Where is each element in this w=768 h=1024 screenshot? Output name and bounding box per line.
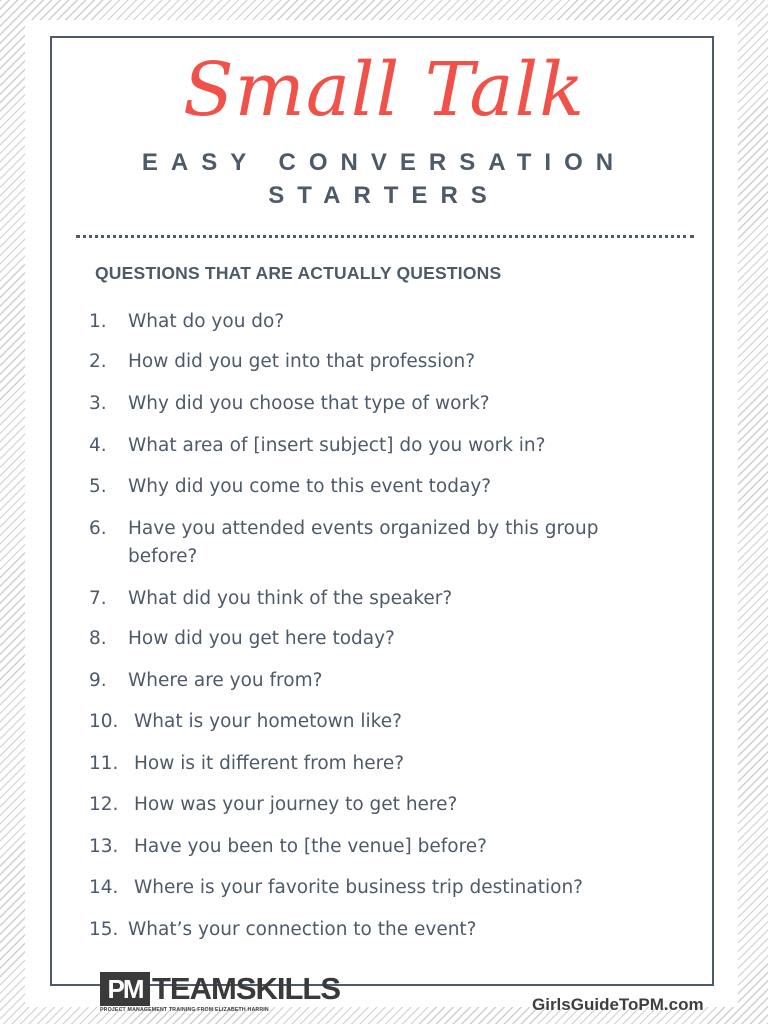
question-text: What is your hometown like? <box>134 711 402 732</box>
question-text: Where are you from? <box>128 670 323 691</box>
website-link[interactable]: GirlsGuideToPM.com <box>532 995 704 1014</box>
page-title: Small Talk <box>182 47 586 133</box>
question-text: How did you get here today? <box>128 628 395 649</box>
section-heading: QUESTIONS THAT ARE ACTUALLY QUESTIONS <box>95 263 502 283</box>
question-number: 13. <box>89 836 119 857</box>
question-text: Where is your favorite business trip destination? <box>134 877 583 898</box>
question-text: How did you get into that profession? <box>128 351 476 372</box>
teamskills-logo <box>100 970 341 1014</box>
question-number: 15. <box>89 919 119 940</box>
question-text: What’s your connection to the event? <box>128 919 477 940</box>
question-text: Why did you choose that type of work? <box>128 393 490 414</box>
logo-tagline: PROJECT MANAGEMENT TRAINING FROM ELIZABETH HARRIN <box>100 1007 269 1013</box>
question-number: 14. <box>89 877 119 898</box>
logo-mark: PM <box>100 972 150 1006</box>
question-number: 9. <box>89 670 107 691</box>
question-number: 10. <box>89 711 119 732</box>
question-number: 2. <box>89 351 107 372</box>
question-number: 6. <box>89 518 107 539</box>
question-number: 11. <box>89 753 119 774</box>
question-number: 3. <box>89 393 107 414</box>
question-text: How was your journey to get here? <box>134 794 458 815</box>
question-number: 8. <box>89 628 107 649</box>
page-subtitle-line-2: STARTERS <box>268 182 500 209</box>
question-number: 12. <box>89 794 119 815</box>
page-subtitle-line-1: EASY CONVERSATION <box>141 149 627 176</box>
question-number: 5. <box>89 476 107 497</box>
question-text: Have you been to [the venue] before? <box>134 836 487 857</box>
question-text: How is it different from here? <box>134 753 405 774</box>
question-text: Why did you come to this event today? <box>128 476 492 497</box>
question-text: What area of [insert subject] do you work in? <box>128 435 546 456</box>
question-text: Have you attended events organized by this group before? <box>128 518 599 567</box>
question-text: What did you think of the speaker? <box>128 588 453 609</box>
question-number: 7. <box>89 588 107 609</box>
dotted-divider <box>76 235 694 238</box>
logo-wordmark: TEAMSKILLS <box>152 971 341 1006</box>
question-text: What do you do? <box>128 311 285 332</box>
question-number: 1. <box>89 311 107 332</box>
question-number: 4. <box>89 435 107 456</box>
